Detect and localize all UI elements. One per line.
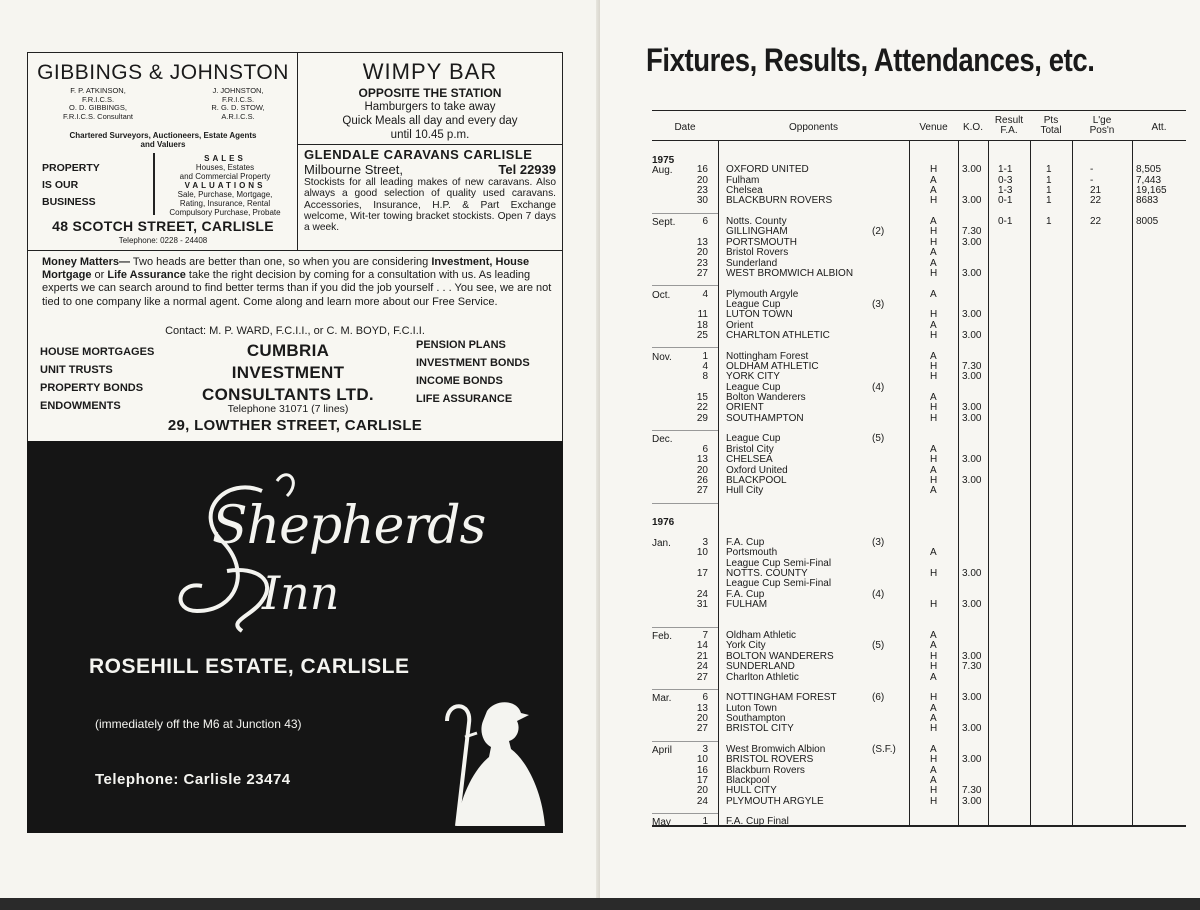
league-position-cell: 21: [1090, 185, 1102, 197]
glendale-text: Stockists for all leading makes of new caravans. Also always a good selection of quality used caravans. Accessories, Insurance, H.P. & Part Exchange welcome, Wit-ter towing bracket stockists. Open 7 days a week.: [304, 177, 556, 234]
month-separator: [652, 689, 718, 690]
points-cell: 1: [1046, 164, 1052, 176]
kickoff-cell: 3.00: [962, 164, 982, 176]
table-header-rule: [652, 140, 1186, 141]
venue-cell: A: [930, 174, 937, 186]
opponent-cell: HULL CITY: [726, 785, 777, 797]
month-separator: [652, 347, 718, 348]
day-cell: 10: [696, 754, 708, 766]
day-cell: 11: [697, 309, 708, 321]
kickoff-cell: 7.30: [962, 661, 982, 673]
venue-cell: A: [930, 319, 937, 331]
header-opponents: Opponents: [789, 122, 838, 133]
attendance-cell: 8,505: [1136, 164, 1162, 176]
gj-services-1: Houses, Estates and Commercial Property: [179, 163, 271, 181]
day-cell: 10: [696, 547, 708, 559]
header-ko: K.O.: [962, 122, 983, 133]
venue-cell: H: [930, 402, 938, 414]
attendance-cell: 7,443: [1136, 174, 1162, 186]
opponent-cell: Plymouth Argyle: [726, 288, 799, 300]
opponent-cell: Oldham Athletic: [726, 630, 797, 642]
league-position-cell: -: [1090, 174, 1094, 186]
venue-cell: A: [930, 216, 937, 228]
header-lge-pos: L'ge Pos'n: [1089, 115, 1115, 136]
cumbria-name-2: INVESTMENT: [231, 363, 345, 382]
wimpy-line-2: Quick Meals all day and every day: [342, 115, 518, 127]
day-cell: 30: [696, 195, 708, 207]
venue-cell: A: [930, 485, 937, 497]
day-cell: 8: [702, 371, 708, 383]
day-cell: 24: [696, 661, 708, 673]
opponent-cell: Southampton: [726, 712, 786, 724]
month-label: Aug.: [652, 165, 673, 177]
wimpy-line-1: Hamburgers to take away: [364, 101, 496, 113]
opponent-cell: F.A. Cup: [726, 588, 765, 600]
cumbria-left-item: HOUSE MORTGAGES: [40, 346, 155, 358]
gj-services-2: Sale, Purchase, Mortgage, Rating, Insurance, Rental Compulsory Purchase, Probate: [169, 190, 281, 217]
cup-round-cell: (5): [872, 433, 885, 445]
year-label: 1975: [652, 155, 675, 166]
venue-cell: H: [930, 329, 938, 341]
opponent-cell: League Cup Semi-Final: [726, 557, 832, 569]
attendance-cell: 8683: [1136, 195, 1159, 207]
wimpy-subtitle: OPPOSITE THE STATION: [358, 86, 502, 100]
column-rule: [988, 140, 989, 826]
inn-logo-text: Inn: [262, 566, 340, 620]
league-position-cell: 22: [1090, 195, 1102, 207]
venue-cell: A: [930, 702, 937, 714]
month-separator: [652, 503, 718, 504]
day-cell: 17: [696, 568, 708, 579]
kickoff-cell: 3.00: [962, 412, 982, 424]
day-cell: 26: [696, 474, 708, 486]
opponent-cell: BOLTON WANDERERS: [726, 650, 834, 662]
money-text-b: or: [91, 269, 108, 282]
day-cell: 17: [696, 775, 708, 786]
opponent-cell: Orient: [726, 319, 754, 331]
venue-cell: A: [930, 392, 937, 404]
cumbria-telephone: Telephone 31071 (7 lines): [227, 403, 349, 415]
opponent-cell: Charlton Athletic: [726, 671, 799, 683]
shepherds-estate: ROSEHILL ESTATE, CARLISLE: [89, 655, 410, 678]
column-rule: [1132, 140, 1133, 826]
day-cell: 23: [696, 257, 708, 269]
kickoff-cell: 3.00: [962, 692, 982, 704]
gj-address: 48 SCOTCH STREET, CARLISLE: [52, 218, 274, 234]
venue-cell: A: [930, 464, 937, 476]
venue-cell: A: [930, 247, 937, 259]
gj-services: [155, 154, 295, 217]
result-cell: 0-1: [998, 195, 1013, 207]
kickoff-cell: 3.00: [962, 267, 982, 279]
attendance-cell: 19,165: [1136, 185, 1167, 197]
venue-cell: H: [930, 454, 938, 466]
opponent-cell: NOTTINGHAM FOREST: [726, 692, 837, 704]
money-text-c: take the right decision by coming for a consultation with us. As leading experts we can search around to find better terms than if you did the job yourself . . . You see, we are not tied to one company like a normal agent. Come along and learn more about our Free Service.: [42, 269, 552, 308]
venue-cell: H: [930, 599, 938, 611]
opponent-cell: CHARLTON ATHLETIC: [726, 329, 830, 341]
venue-cell: A: [930, 764, 937, 776]
league-position-cell: -: [1090, 164, 1094, 176]
month-label: May: [652, 817, 671, 829]
result-cell: 0-3: [998, 174, 1013, 186]
venue-cell: H: [930, 226, 938, 238]
opponent-cell: BLACKBURN ROVERS: [726, 195, 833, 207]
venue-cell: A: [930, 640, 937, 652]
day-cell: 27: [696, 723, 708, 735]
opponent-cell: League Cup: [726, 433, 781, 445]
opponent-cell: Fulham: [726, 174, 760, 186]
cumbria-left-list: [40, 343, 154, 415]
cumbria-name-3: CONSULTANTS LTD.: [202, 385, 374, 404]
day-cell: 31: [696, 599, 708, 611]
opponent-cell: SUNDERLAND: [726, 661, 795, 673]
cumbria-left-item: UNIT TRUSTS: [40, 364, 113, 376]
day-cell: 3: [702, 743, 708, 755]
opponent-cell: CHELSEA: [726, 454, 773, 466]
gj-title: GIBBINGS & JOHNSTON: [37, 61, 289, 84]
month-separator: [652, 213, 718, 214]
venue-cell: H: [930, 371, 938, 383]
day-cell: 27: [696, 485, 708, 497]
day-cell: 27: [696, 267, 708, 279]
venue-cell: A: [930, 775, 937, 786]
day-cell: 16: [696, 764, 708, 776]
cumbria-right-item: INCOME BONDS: [416, 375, 503, 387]
opponent-cell: Notts. County: [726, 216, 787, 228]
venue-cell: A: [930, 443, 937, 455]
month-label: Sept.: [652, 217, 676, 229]
kickoff-cell: 3.00: [962, 795, 982, 807]
day-cell: 20: [696, 464, 708, 476]
cup-round-cell: (3): [872, 536, 885, 548]
venue-cell: H: [930, 692, 938, 704]
month-separator: [652, 627, 718, 628]
opponent-cell: ORIENT: [726, 402, 764, 414]
day-cell: 18: [696, 319, 708, 331]
venue-cell: H: [930, 267, 938, 279]
opponent-cell: Bristol Rovers: [726, 247, 789, 259]
cumbria-left-item: PROPERTY BONDS: [40, 382, 144, 394]
header-date: Date: [674, 122, 696, 133]
cumbria-address: 29, LOWTHER STREET, CARLISLE: [167, 417, 423, 434]
kickoff-cell: 3.00: [962, 309, 982, 321]
kickoff-cell: 3.00: [962, 195, 982, 207]
opponent-cell: BLACKPOOL: [726, 474, 787, 486]
month-label: Oct.: [652, 289, 671, 301]
kickoff-cell: 3.00: [962, 454, 982, 466]
cumbria-name-1: CUMBRIA: [246, 341, 330, 360]
day-cell: 13: [696, 236, 708, 248]
opponent-cell: GILLINGHAM: [726, 226, 788, 238]
day-cell: 25: [696, 329, 708, 341]
opponent-cell: Sunderland: [726, 257, 778, 269]
opponent-cell: FULHAM: [726, 599, 768, 611]
cumbria-right-item: INVESTMENT BONDS: [416, 357, 530, 369]
opponent-cell: F.A. Cup: [726, 536, 765, 548]
column-rule: [958, 140, 959, 826]
venue-cell: A: [930, 743, 937, 755]
venue-cell: A: [930, 185, 937, 197]
kickoff-cell: 3.00: [962, 329, 982, 341]
gj-valuations: VALUATIONS: [184, 181, 266, 190]
gj-sales: SALES: [204, 154, 246, 163]
venue-cell: H: [930, 309, 938, 321]
fixtures-title: Fixtures, Results, Attendances, etc.: [646, 42, 1095, 78]
day-cell: 20: [696, 247, 708, 259]
venue-cell: A: [930, 350, 937, 362]
gj-names-right: J. JOHNSTON, F.R.I.C.S. R. G. D. STOW, A.R.I.C.S.: [211, 86, 265, 121]
result-cell: 1-1: [998, 164, 1013, 176]
opponent-cell: OLDHAM ATHLETIC: [726, 361, 819, 372]
wimpy-title: WIMPY BAR: [362, 59, 498, 84]
money-contact: Contact: M. P. WARD, F.C.I.I., or C. M. BOYD, F.C.I.I.: [165, 325, 425, 337]
opponent-cell: Luton Town: [726, 702, 777, 714]
day-cell: 27: [696, 671, 708, 683]
venue-cell: H: [930, 795, 938, 807]
cup-round-cell: (4): [872, 588, 885, 600]
opponent-cell: Hull City: [726, 485, 764, 497]
money-bold-a: Investment, House Mortgage: [42, 256, 530, 282]
header-pts: Pts Total: [1040, 115, 1062, 136]
opponent-cell: Blackpool: [726, 775, 770, 786]
opponent-cell: BRISTOL CITY: [726, 723, 794, 735]
column-rule: [1030, 140, 1031, 826]
shepherd-silhouette-icon: [417, 691, 547, 826]
opponent-cell: Oxford United: [726, 464, 788, 476]
venue-cell: H: [930, 650, 938, 662]
day-cell: 24: [696, 795, 708, 807]
day-cell: 1: [702, 350, 708, 362]
kickoff-cell: 3.00: [962, 402, 982, 414]
shepherds-inn-ad: [27, 441, 563, 833]
venue-cell: A: [930, 257, 937, 269]
venue-cell: H: [930, 474, 938, 486]
opponent-cell: Bolton Wanderers: [726, 392, 806, 404]
day-cell: 4: [702, 288, 708, 300]
opponent-cell: BRISTOL ROVERS: [726, 754, 814, 766]
day-cell: 6: [702, 216, 708, 228]
opponent-cell: League Cup Semi-Final: [726, 578, 832, 590]
advertisements-box: [27, 52, 563, 443]
opponent-cell: Nottingham Forest: [726, 350, 809, 362]
month-separator: [652, 285, 718, 286]
day-cell: 22: [696, 402, 708, 414]
result-cell: 1-3: [998, 185, 1013, 197]
opponent-cell: YORK CITY: [726, 371, 780, 383]
cumbria-right-list: [416, 336, 530, 408]
month-label: Feb.: [652, 631, 673, 643]
money-bold-b: Life Assurance: [107, 269, 186, 282]
cup-round-cell: (5): [872, 640, 885, 652]
kickoff-cell: 3.00: [962, 650, 982, 662]
venue-cell: H: [930, 661, 938, 673]
shepherds-logo-text: Shepherds: [212, 496, 486, 556]
kickoff-cell: 3.00: [962, 599, 982, 611]
cup-round-cell: (4): [872, 381, 885, 393]
money-text-a: Two heads are better than one, so when you are considering: [130, 256, 432, 268]
page-bottom-edge: [0, 898, 1200, 910]
shepherds-telephone: Telephone: Carlisle 23474: [95, 771, 291, 788]
cumbria-left-item: ENDOWMENTS: [40, 400, 121, 412]
venue-cell: A: [930, 671, 937, 683]
kickoff-cell: 3.00: [962, 754, 982, 766]
day-cell: 14: [696, 640, 708, 652]
venue-cell: H: [930, 164, 938, 176]
points-cell: 1: [1046, 216, 1052, 228]
shepherds-note: (immediately off the M6 at Junction 43): [95, 717, 302, 731]
day-cell: 20: [696, 785, 708, 797]
opponent-cell: Bristol City: [726, 443, 774, 455]
venue-cell: H: [930, 754, 938, 766]
fixtures-table: [652, 110, 1186, 829]
attendance-cell: 8005: [1136, 216, 1159, 228]
kickoff-cell: 3.00: [962, 568, 982, 579]
venue-cell: A: [930, 288, 937, 300]
month-label: April: [652, 744, 673, 756]
opponent-cell: PORTSMOUTH: [726, 236, 797, 248]
glendale-caravans-ad: [298, 145, 562, 251]
day-cell: 23: [696, 185, 708, 197]
gj-names-left: F. P. ATKINSON, F.R.I.C.S. O. D. GIBBINGS, F.R.I.C.S. Consultant: [62, 86, 134, 121]
venue-cell: H: [930, 236, 938, 248]
gibbings-johnston-ad: [28, 53, 298, 251]
cup-round-cell: (2): [872, 226, 885, 238]
opponent-cell: Blackburn Rovers: [726, 764, 805, 776]
cup-round-cell: (6): [872, 692, 885, 704]
kickoff-cell: 7.30: [962, 361, 982, 372]
column-rule: [718, 140, 719, 826]
points-cell: 1: [1046, 195, 1052, 207]
venue-cell: H: [930, 568, 938, 579]
kickoff-cell: 3.00: [962, 723, 982, 735]
gj-property-slogan: PROPERTY IS OUR BUSINESS: [42, 162, 100, 208]
month-label: Dec.: [652, 434, 673, 446]
kickoff-cell: 3.00: [962, 371, 982, 383]
header-venue: Venue: [919, 122, 948, 133]
day-cell: 13: [696, 454, 708, 466]
venue-cell: A: [930, 712, 937, 724]
money-lead: Money Matters—: [42, 256, 131, 268]
kickoff-cell: 3.00: [962, 236, 982, 248]
venue-cell: A: [930, 547, 937, 559]
month-separator: [652, 813, 718, 814]
gj-chartered: Chartered Surveyors, Auctioneers, Estate Agents and Valuers: [69, 131, 257, 149]
cup-round-cell: (S.F.): [872, 743, 896, 755]
glendale-title: GLENDALE CARAVANS CARLISLE: [304, 147, 533, 162]
opponent-cell: York City: [726, 640, 766, 652]
opponent-cell: F.A. Cup Final: [726, 816, 789, 828]
opponent-cell: LUTON TOWN: [726, 309, 793, 321]
opponent-cell: PLYMOUTH ARGYLE: [726, 795, 824, 807]
wimpy-bar-ad: [298, 53, 562, 145]
kickoff-cell: 7.30: [962, 785, 982, 797]
table-top-rule: [652, 110, 1186, 111]
cumbria-right-item: PENSION PLANS: [416, 339, 506, 351]
day-cell: 21: [696, 650, 708, 662]
column-rule: [909, 140, 910, 826]
venue-cell: H: [930, 723, 938, 735]
day-cell: 6: [702, 443, 708, 455]
venue-cell: H: [930, 195, 938, 207]
opponent-cell: WEST BROMWICH ALBION: [726, 267, 854, 279]
venue-cell: A: [930, 630, 937, 642]
day-cell: 3: [702, 536, 708, 548]
points-cell: 1: [1046, 185, 1052, 197]
month-label: Jan.: [652, 537, 671, 549]
day-cell: 7: [702, 630, 708, 642]
opponent-cell: NOTTS. COUNTY: [726, 568, 808, 579]
column-rule: [1072, 140, 1073, 826]
day-cell: 1: [702, 816, 708, 828]
opponent-cell: League Cup: [726, 298, 781, 310]
day-cell: 4: [702, 361, 708, 372]
month-separator: [652, 741, 718, 742]
cup-round-cell: (3): [872, 298, 885, 310]
day-cell: 29: [696, 412, 708, 424]
opponent-cell: West Bromwich Albion: [726, 743, 826, 755]
venue-cell: H: [930, 361, 938, 372]
points-cell: 1: [1046, 174, 1052, 186]
day-cell: 15: [696, 392, 708, 404]
kickoff-cell: 7.30: [962, 226, 982, 238]
month-separator: [652, 430, 718, 431]
glendale-tel: Tel 22939: [498, 162, 556, 177]
cumbria-company-name: [178, 340, 398, 406]
day-cell: 6: [702, 692, 708, 704]
opponent-cell: League Cup: [726, 381, 781, 393]
gj-telephone: Telephone: 0228 - 24408: [118, 236, 208, 245]
cumbria-right-item: LIFE ASSURANCE: [416, 393, 513, 405]
opponent-cell: Portsmouth: [726, 547, 778, 559]
day-cell: 20: [696, 174, 708, 186]
header-att: Att.: [1151, 122, 1167, 133]
month-label: Mar.: [652, 693, 672, 705]
money-matters-text: [42, 256, 552, 309]
day-cell: 16: [696, 164, 708, 176]
wimpy-line-3: until 10.45 p.m.: [390, 129, 470, 141]
day-cell: 24: [696, 588, 708, 600]
result-cell: 0-1: [998, 216, 1013, 228]
opponent-cell: SOUTHAMPTON: [726, 412, 804, 424]
glendale-street: Milbourne Street,: [304, 162, 403, 177]
venue-cell: H: [930, 412, 938, 424]
opponent-cell: OXFORD UNITED: [726, 164, 809, 176]
header-result: Result F.A.: [994, 115, 1024, 136]
day-cell: 13: [696, 702, 708, 714]
day-cell: 20: [696, 712, 708, 724]
opponent-cell: Chelsea: [726, 185, 763, 197]
venue-cell: H: [930, 785, 938, 797]
league-position-cell: 22: [1090, 216, 1102, 228]
month-label: Nov.: [652, 351, 672, 363]
kickoff-cell: 3.00: [962, 474, 982, 486]
year-label: 1976: [652, 517, 675, 529]
